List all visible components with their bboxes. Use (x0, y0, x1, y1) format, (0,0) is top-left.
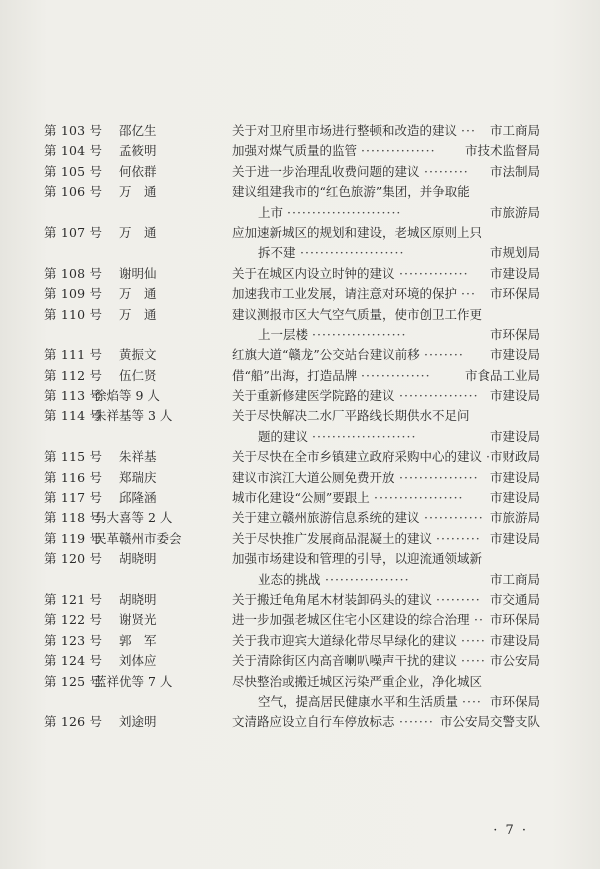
responsible-department: 市环保局 (489, 326, 540, 342)
proposal-title: 关于搬迁龟角尾木材装卸码头的建议 (232, 591, 433, 607)
entry-line (0, 590, 600, 610)
proposer-name: 郑瑞庆 (119, 469, 157, 485)
proposer-name: 万 通 (119, 184, 157, 200)
proposal-number: 第 124 号 (44, 653, 103, 669)
proposer-name: 孟筱明 (119, 143, 157, 159)
responsible-department: 市环保局 (489, 286, 540, 302)
entry-line (0, 672, 600, 692)
proposal-number: 第 105 号 (44, 163, 103, 179)
proposal-list (0, 121, 600, 733)
proposer-name: 胡晓明 (119, 551, 157, 567)
entry-line (0, 203, 600, 223)
proposal-title: 上市 (258, 204, 284, 220)
dot-leader: ········· (424, 163, 469, 179)
list-item (0, 406, 600, 447)
dot-leader: ····· (461, 653, 486, 669)
responsible-department: 市建设局 (489, 490, 540, 506)
responsible-department: 市环保局 (489, 612, 540, 628)
dot-leader: ··················· (312, 326, 407, 342)
proposal-title: 建议测报市区大气空气质量，使市创卫工作更 (232, 306, 483, 322)
entry-line (0, 121, 600, 141)
entry-line (0, 468, 600, 488)
dot-leader: ··· (461, 123, 476, 138)
proposal-number: 第 126 号 (44, 714, 103, 730)
proposer-name: 黄振文 (119, 347, 157, 363)
dot-leader: ················ (399, 469, 479, 485)
proposal-title: 关于对卫府里市场进行整顿和改造的建议 (232, 123, 458, 138)
proposal-title: 文清路应设立自行车停放标志 (232, 714, 395, 730)
responsible-department: 市旅游局 (489, 204, 540, 220)
responsible-department: 市建设局 (489, 265, 540, 281)
proposer-name: 朱祥基等 3 人 (94, 408, 173, 424)
entry-line (0, 447, 600, 467)
proposal-number: 第 117 号 (44, 490, 103, 506)
entry-line (0, 427, 600, 447)
proposal-title: 城市化建设“公厕”要跟上 (232, 490, 370, 506)
entry-line (0, 631, 600, 651)
entry-line (0, 712, 600, 732)
proposal-title: 关于建立赣州旅游信息系统的建议 (232, 510, 420, 526)
entry-line (0, 264, 600, 284)
proposal-number: 第 103 号 (44, 123, 103, 138)
list-item (0, 386, 600, 406)
proposal-number: 第 122 号 (44, 612, 103, 628)
proposer-name: 万 通 (119, 224, 157, 240)
proposal-title: 建议组建我市的“红色旅游”集团，并争取能 (232, 184, 470, 200)
proposal-title: 红旗大道“赣龙”公交站台建议前移 (232, 347, 420, 363)
entry-line (0, 610, 600, 630)
entry-line (0, 305, 600, 325)
dot-leader: ·· (474, 612, 484, 628)
list-item (0, 488, 600, 508)
list-item (0, 529, 600, 549)
proposal-number: 第 110 号 (44, 306, 103, 322)
list-item (0, 162, 600, 182)
entry-line (0, 692, 600, 712)
proposal-title: 加强对煤气质量的监管 (232, 143, 358, 159)
entry-line (0, 325, 600, 345)
dot-leader: ······· (399, 714, 434, 730)
proposer-name: 邱隆涵 (119, 490, 157, 506)
proposal-title: 关于在城区内设立时钟的建议 (232, 265, 395, 281)
responsible-department: 市食品工业局 (464, 367, 540, 383)
responsible-department: 市环保局 (489, 693, 540, 709)
list-item (0, 305, 600, 346)
list-item (0, 223, 600, 264)
proposal-number: 第 111 号 (44, 347, 103, 363)
proposer-name: 马大喜等 2 人 (94, 510, 173, 526)
proposal-number: 第 108 号 (44, 265, 103, 281)
responsible-department: 市工商局 (489, 571, 540, 587)
proposer-name: 刘途明 (119, 714, 157, 730)
proposal-title: 尽快整治或搬迁城区污染严重企业，净化城区 (232, 673, 483, 689)
responsible-department: 市旅游局 (489, 510, 540, 526)
proposal-title: 业态的挑战 (258, 571, 321, 587)
proposal-number: 第 120 号 (44, 551, 103, 567)
proposal-number: 第 115 号 (44, 449, 103, 465)
list-item (0, 631, 600, 651)
proposal-title: 关于进一步治理乱收费问题的建议 (232, 163, 420, 179)
list-item (0, 264, 600, 284)
entry-line (0, 651, 600, 671)
proposal-number: 第 114 号 (44, 408, 103, 424)
proposal-number: 第 107 号 (44, 224, 103, 240)
responsible-department: 市规划局 (489, 245, 540, 261)
proposal-title: 加强市场建设和管理的引导，以迎流通领域新 (232, 551, 483, 567)
proposal-title: 建议市滨江大道公厕免费开放 (232, 469, 395, 485)
entry-line (0, 223, 600, 243)
proposal-title: 关于清除街区内高音喇叭噪声干扰的建议 (232, 653, 458, 669)
dot-leader: ················· (325, 571, 410, 587)
proposer-name: 万 通 (119, 306, 157, 322)
entry-line (0, 529, 600, 549)
list-item (0, 712, 600, 732)
proposal-title: 关于尽快在全市乡镇建立政府采购中心的建议 (232, 449, 483, 465)
proposal-title: 加速我市工业发展，请注意对环境的保护 (232, 286, 458, 302)
proposal-number: 第 119 号 (44, 530, 103, 546)
proposal-number: 第 121 号 (44, 591, 103, 607)
proposal-title: 进一步加强老城区住宅小区建设的综合治理 (232, 612, 470, 628)
proposer-name: 朱祥基 (119, 449, 157, 465)
responsible-department: 市建设局 (489, 347, 540, 363)
responsible-department: 市公安局 (489, 653, 540, 669)
entry-line (0, 570, 600, 590)
proposal-number: 第 109 号 (44, 286, 103, 302)
list-item (0, 610, 600, 630)
entry-line (0, 243, 600, 263)
entry-line (0, 284, 600, 304)
responsible-department: 市建设局 (489, 530, 540, 546)
proposal-number: 第 125 号 (44, 673, 103, 689)
list-item (0, 182, 600, 223)
proposal-title: 拆不建 (258, 245, 296, 261)
proposer-name: 谢贤光 (119, 612, 157, 628)
entry-line (0, 386, 600, 406)
list-item (0, 549, 600, 590)
dot-leader: ················ (399, 388, 479, 404)
proposal-number: 第 104 号 (44, 143, 103, 159)
list-item (0, 468, 600, 488)
responsible-department: 市建设局 (489, 388, 540, 404)
proposal-title: 关于尽快推广发展商品混凝土的建议 (232, 530, 433, 546)
proposal-title: 借“船”出海，打造品牌 (232, 367, 358, 383)
proposal-number: 第 106 号 (44, 184, 103, 200)
proposal-title: 关于我市迎宾大道绿化带尽早绿化的建议 (232, 632, 458, 648)
responsible-department: 市建设局 (489, 469, 540, 485)
entry-line (0, 366, 600, 386)
list-item (0, 366, 600, 386)
list-item (0, 590, 600, 610)
proposer-name: 谢明仙 (119, 265, 157, 281)
responsible-department: 市建设局 (489, 428, 540, 444)
responsible-department: 市交通局 (489, 591, 540, 607)
dot-leader: · (486, 449, 491, 465)
list-item (0, 345, 600, 365)
responsible-department: 市技术监督局 (464, 143, 540, 159)
responsible-department: 市公安局交警支队 (439, 714, 540, 730)
list-item (0, 447, 600, 467)
proposal-title: 应加速新城区的规划和建设，老城区原则上只 (232, 224, 483, 240)
responsible-department: 市建设局 (489, 632, 540, 648)
list-item (0, 121, 600, 141)
proposal-title: 关于尽快解决二水厂平路线长期供水不足问 (232, 408, 470, 424)
list-item (0, 672, 600, 713)
responsible-department: 市法制局 (489, 163, 540, 179)
proposer-name: 蓝祥优等 7 人 (94, 673, 173, 689)
dot-leader: ····················· (312, 428, 417, 444)
dot-leader: ·············· (399, 265, 469, 281)
entry-line (0, 549, 600, 569)
proposal-title: 上一层楼 (258, 326, 309, 342)
proposer-name: 刘体应 (119, 653, 157, 669)
list-item (0, 284, 600, 304)
proposal-title: 关于重新修建医学院路的建议 (232, 388, 395, 404)
dot-leader: ········ (424, 347, 464, 363)
proposer-name: 万 通 (119, 286, 157, 302)
entry-line (0, 182, 600, 202)
dot-leader: ······················· (287, 204, 402, 220)
entry-line (0, 162, 600, 182)
dot-leader: ········· (436, 591, 481, 607)
proposal-number: 第 112 号 (44, 367, 103, 383)
proposer-name: 郭 军 (119, 632, 157, 648)
entry-line (0, 488, 600, 508)
list-item (0, 651, 600, 671)
proposal-number: 第 116 号 (44, 469, 103, 485)
entry-line (0, 508, 600, 528)
dot-leader: ·············· (361, 367, 431, 383)
dot-leader: ··············· (361, 143, 436, 159)
entry-line (0, 406, 600, 426)
dot-leader: ··· (461, 286, 476, 302)
proposer-name: 民革赣州市委会 (94, 530, 182, 546)
list-item (0, 141, 600, 161)
dot-leader: ············ (424, 510, 484, 526)
proposal-number: 第 123 号 (44, 632, 103, 648)
dot-leader: ····················· (300, 245, 405, 261)
proposer-name: 邵亿生 (119, 123, 157, 138)
responsible-department: 市财政局 (489, 449, 540, 465)
dot-leader: ····· (461, 632, 486, 648)
proposal-title: 空气，提高居民健康水平和生活质量 (258, 693, 459, 709)
proposer-name: 徐焰等 9 人 (94, 388, 160, 404)
proposal-number: 第 118 号 (44, 510, 103, 526)
dot-leader: ········· (436, 530, 481, 546)
entry-line (0, 345, 600, 365)
dot-leader: ·················· (374, 490, 464, 506)
list-item (0, 508, 600, 528)
proposal-title: 题的建议 (258, 428, 309, 444)
dot-leader: ···· (462, 693, 482, 709)
proposer-name: 胡晓明 (119, 591, 157, 607)
proposer-name: 伍仁贤 (119, 367, 157, 383)
proposal-number: 第 113 号 (44, 388, 103, 404)
responsible-department: 市工商局 (489, 123, 540, 138)
page-number: · 7 · (493, 823, 528, 838)
entry-line (0, 141, 600, 161)
proposer-name: 何依群 (119, 163, 157, 179)
